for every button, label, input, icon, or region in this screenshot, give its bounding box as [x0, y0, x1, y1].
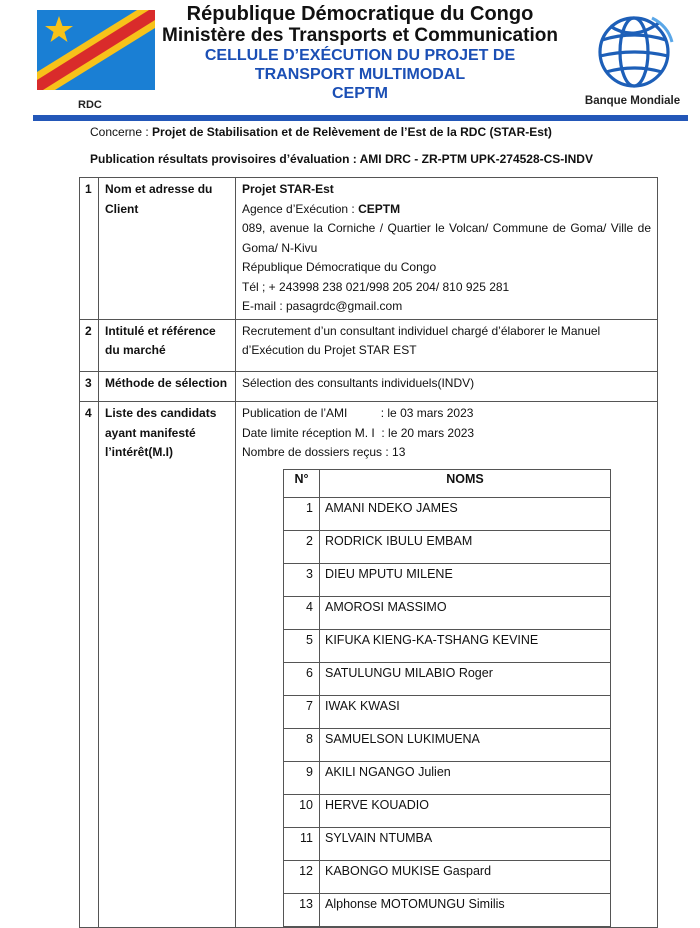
unit-line-2: TRANSPORT MULTIMODAL [254, 66, 466, 83]
table-row [284, 794, 611, 827]
candidate-name: SAMUELSON LUKIMUENA [320, 728, 611, 761]
row-number: 2 [80, 319, 99, 371]
row-label: Nom et adresse du Client [99, 178, 236, 320]
table-row [284, 728, 611, 761]
unit-line-1: CELLULE D’EXÉCUTION DU PROJET DE [204, 47, 516, 64]
row-number: 3 [80, 371, 99, 402]
agency-name: CEPTM [358, 201, 401, 216]
republic-name: République Démocratique du Congo [186, 3, 534, 25]
table-row-candidates [80, 402, 658, 928]
email: E-mail : pasagrdc@gmail.com [242, 299, 403, 313]
partner-label: Banque Mondiale [584, 95, 681, 107]
candidate-number: 1 [284, 497, 320, 530]
publication-date: Publication de l’AMI : le 03 mars 2023 [242, 406, 474, 420]
table-row [284, 662, 611, 695]
header-divider [33, 115, 688, 121]
row-label: Méthode de sélection [99, 371, 236, 402]
client-details [236, 178, 658, 320]
publication-reference: Publication résultats provisoires d’évaluation : AMI DRC - ZR-PTM UPK-274528-CS-INDV [90, 152, 593, 166]
header-number: N° [284, 469, 320, 497]
candidate-name: DIEU MPUTU MILENE [320, 563, 611, 596]
candidate-number: 7 [284, 695, 320, 728]
address: 089, avenue la Corniche / Quartier le Volcan/ Commune de Goma/ Ville de Goma/ N-Kivu [242, 221, 651, 255]
subject-value: Projet de Stabilisation et de Relèvement de l’Est de la RDC (STAR-Est) [152, 125, 552, 139]
candidate-name: AMOROSI MASSIMO [320, 596, 611, 629]
candidate-name: KABONGO MUKISE Gaspard [320, 860, 611, 893]
candidate-name: AKILI NGANGO Julien [320, 761, 611, 794]
procurement-info-table [79, 177, 658, 928]
candidate-number: 2 [284, 530, 320, 563]
candidate-number: 3 [284, 563, 320, 596]
candidate-number: 9 [284, 761, 320, 794]
row-label: Intitulé et référence du marché [99, 319, 236, 371]
letterhead-title [150, 4, 570, 103]
candidate-number: 4 [284, 596, 320, 629]
table-row [284, 530, 611, 563]
table-row [284, 563, 611, 596]
table-row [284, 761, 611, 794]
table-row [284, 497, 611, 530]
candidate-number: 5 [284, 629, 320, 662]
candidate-name: SYLVAIN NTUMBA [320, 827, 611, 860]
ministry-name: Ministère des Transports et Communication [162, 25, 558, 46]
candidate-number: 12 [284, 860, 320, 893]
row-label: Liste des candidats ayant manifesté l’intérêt(M.I) [99, 402, 236, 928]
submissions-count: Nombre de dossiers reçus : 13 [242, 445, 406, 459]
table-row-contract [80, 319, 658, 371]
table-row-client [80, 178, 658, 320]
selection-method: Sélection des consultants individuels(INDV) [236, 371, 658, 402]
table-row [284, 893, 611, 926]
contract-title: Recrutement d’un consultant individuel chargé d’élaborer le Manuel d’Exécution du Projet STAR EST [236, 319, 658, 371]
agency-label: Agence d’Exécution : [242, 201, 359, 216]
country-label: RDC [78, 99, 102, 111]
country: République Démocratique du Congo [242, 260, 437, 274]
table-row [284, 860, 611, 893]
candidate-number: 10 [284, 794, 320, 827]
candidate-name: HERVE KOUADIO [320, 794, 611, 827]
candidate-name: Alphonse MOTOMUNGU Similis [320, 893, 611, 926]
candidate-number: 13 [284, 893, 320, 926]
candidate-number: 6 [284, 662, 320, 695]
drc-flag-icon [37, 10, 155, 90]
project-name: Projet STAR-Est [242, 182, 334, 196]
candidates-details [236, 402, 658, 928]
table-row-method [80, 371, 658, 402]
candidates-header [284, 469, 611, 497]
table-row [284, 695, 611, 728]
table-row [284, 827, 611, 860]
subject-line [90, 125, 552, 139]
world-bank-globe-icon [590, 12, 678, 90]
candidate-name: AMANI NDEKO JAMES [320, 497, 611, 530]
agency-line [242, 200, 651, 220]
candidate-name: SATULUNGU MILABIO Roger [320, 662, 611, 695]
candidate-name: RODRICK IBULU EMBAM [320, 530, 611, 563]
phone: Tél ; + 243998 238 021/998 205 204/ 810 925 281 [242, 279, 510, 294]
subject-label: Concerne : [90, 125, 153, 139]
candidate-number: 8 [284, 728, 320, 761]
candidate-name: IWAK KWASI [320, 695, 611, 728]
table-row [284, 596, 611, 629]
candidate-name: KIFUKA KIENG-KA-TSHANG KEVINE [320, 629, 611, 662]
unit-acronym: CEPTM [332, 85, 388, 102]
header-names: NOMS [320, 469, 611, 497]
candidate-number: 11 [284, 827, 320, 860]
candidates-table [283, 469, 611, 927]
row-number: 1 [80, 178, 99, 320]
submission-deadline: Date limite réception M. I : le 20 mars 2023 [242, 425, 475, 440]
row-number: 4 [80, 402, 99, 928]
table-row [284, 629, 611, 662]
